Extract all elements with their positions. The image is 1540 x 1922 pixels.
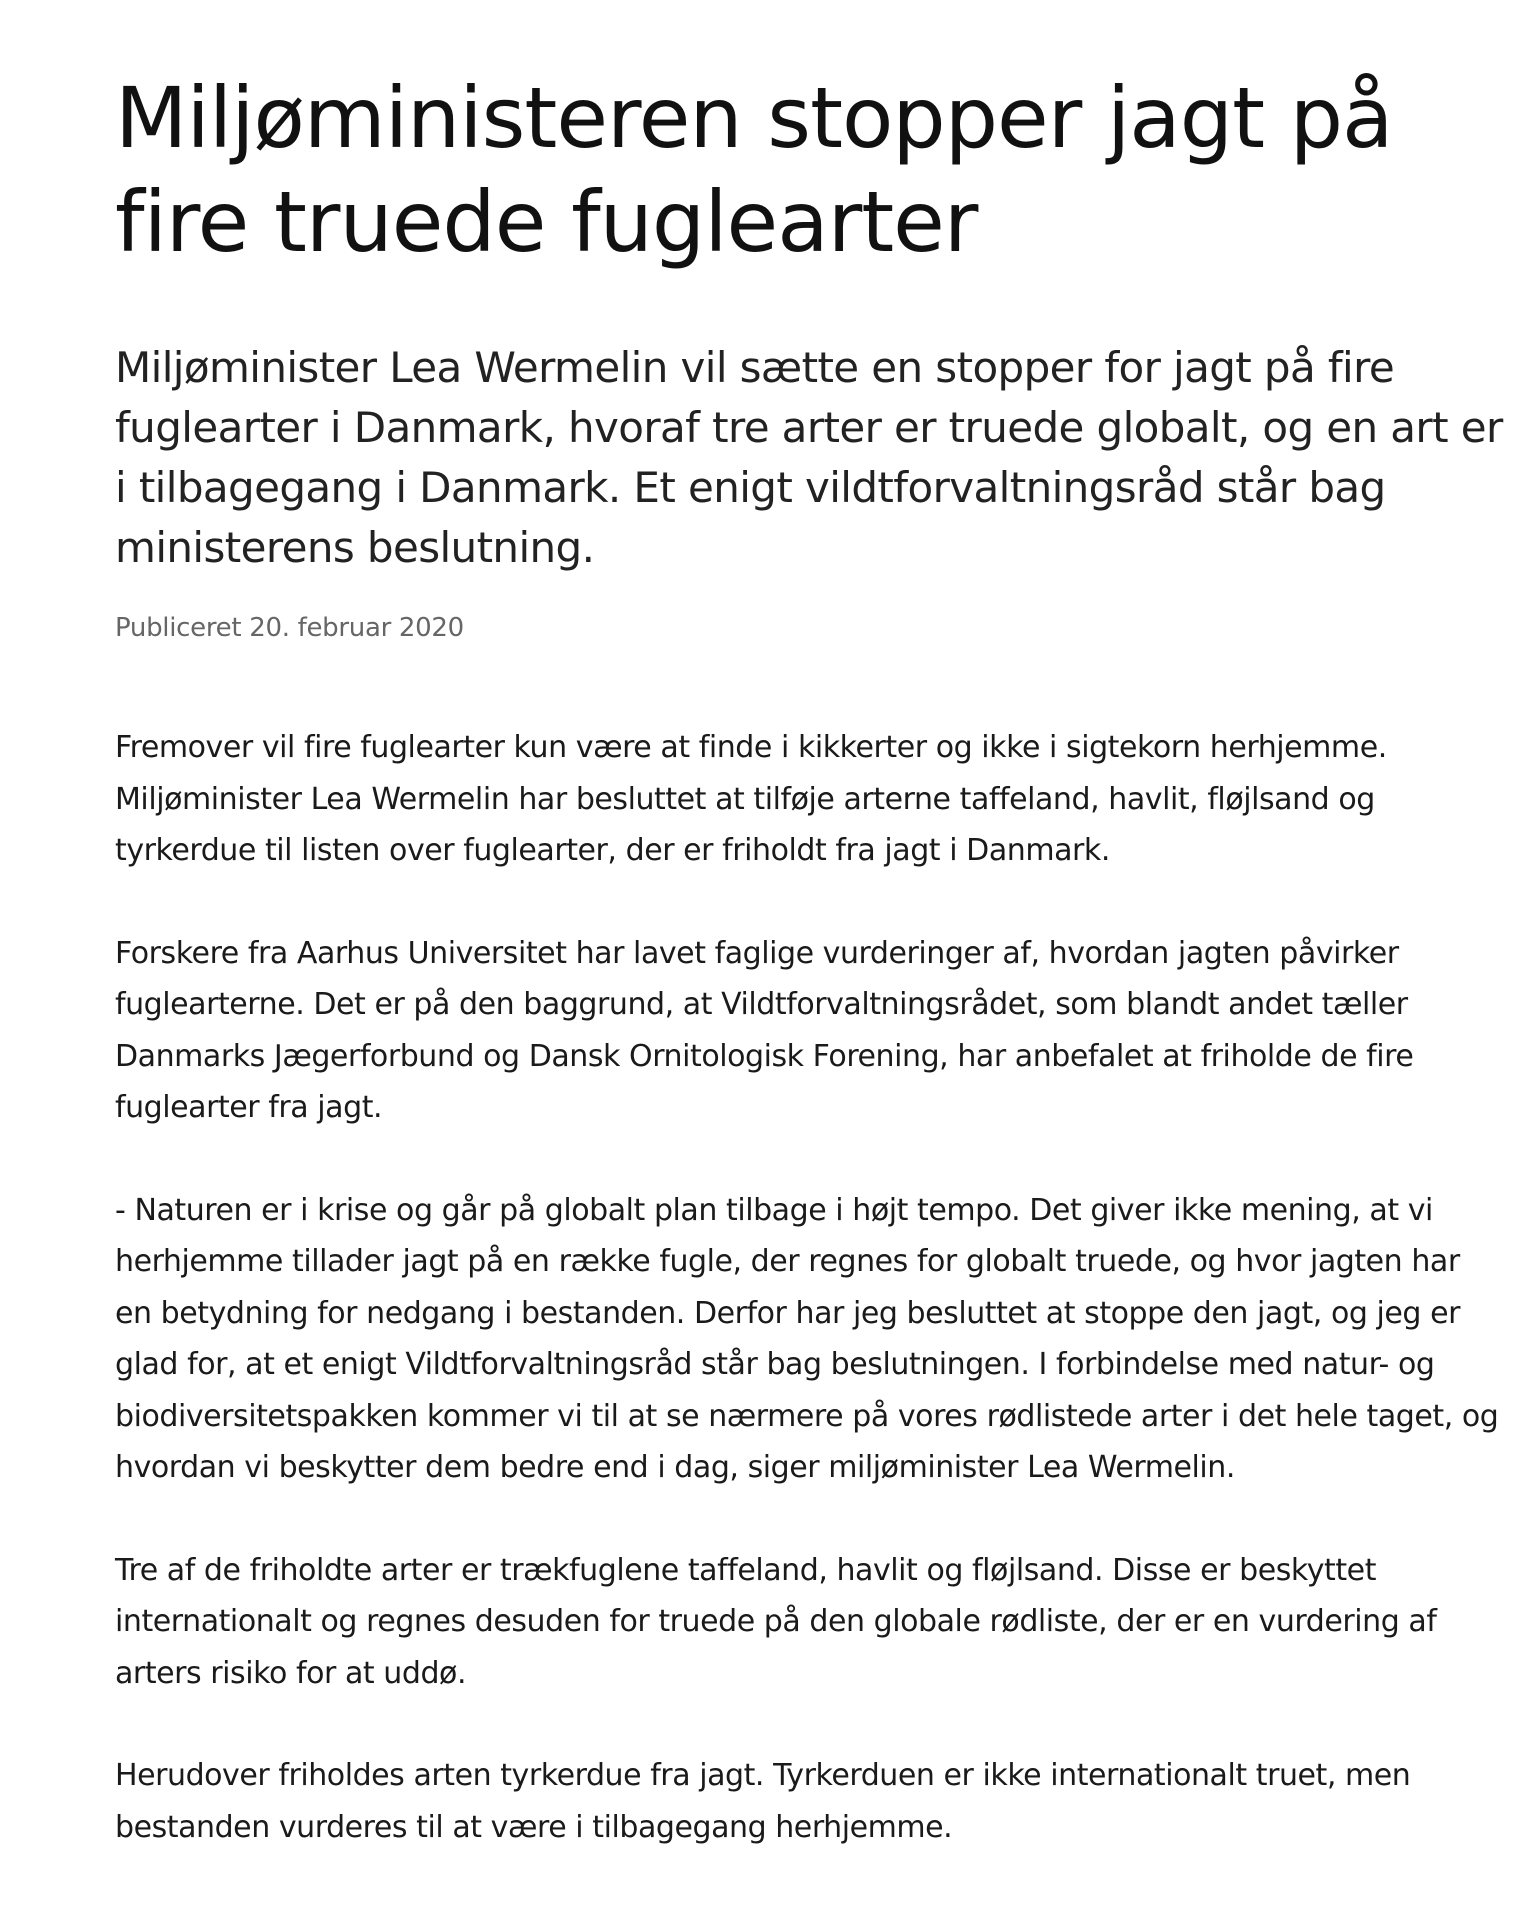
publish-date: Publiceret 20. februar 2020 xyxy=(115,613,464,643)
article-body xyxy=(115,722,1505,1853)
body-paragraph: Tre af de friholdte arter er trækfuglene taffeland, havlit og fløjlsand. Disse er beskyttet internationalt og regnes desuden for truede på den globale rødliste, der er en vurdering af arters risiko for at uddø. xyxy=(115,1552,1437,1691)
article-lead: Miljøminister Lea Wermelin vil sætte en stopper for jagt på fire fuglearter i Danmark, hvoraf tre arter er truede globalt, og en art er i tilbagegang i Danmark. Et enigt vildtforvaltningsråd står bag ministerens beslutning. xyxy=(115,343,1503,572)
body-paragraph: Herudover friholdes arten tyrkerdue fra jagt. Tyrkerduen er ikke internationalt truet, men bestanden vurderes til at være i tilbagegang herhjemme. xyxy=(115,1758,1411,1845)
body-paragraph: Fremover vil fire fuglearter kun være at finde i kikkerter og ikke i sigtekorn herhjemme. Miljøminister Lea Wermelin har besluttet at tilføje arterne taffeland, havlit, fløjlsand og tyrkerdue til listen over fuglearter, der er friholdt fra jagt i Danmark. xyxy=(115,730,1387,868)
article-title: Miljøministeren stopper jagt på fire truede fuglearter xyxy=(115,69,1393,271)
body-paragraph: - Naturen er i krise og går på globalt plan tilbage i højt tempo. Det giver ikke mening, at vi herhjemme tillader jagt på en række fugle, der regnes for globalt truede, og hvor jagten har en betydning for nedgang i bestanden. Derfor har jeg besluttet at stoppe den jagt, og jeg er glad for, at et enigt Vildtforvaltningsråd står bag beslutningen. I forbindelse med natur- og biodiversitetspakken kommer vi til at se nærmere på vores rødlistede arter i det hele taget, og hvordan vi beskytter dem bedre end i dag, siger miljøminister Lea Wermelin. xyxy=(115,1192,1499,1485)
body-paragraph: Forskere fra Aarhus Universitet har lavet faglige vurderinger af, hvordan jagten påvirker fuglearterne. Det er på den baggrund, at Vildtforvaltningsrådet, som blandt andet tæller Danmarks Jægerforbund og Dansk Ornitologisk Forening, har anbefalet at friholde de fire fuglearter fra jagt. xyxy=(115,935,1414,1125)
